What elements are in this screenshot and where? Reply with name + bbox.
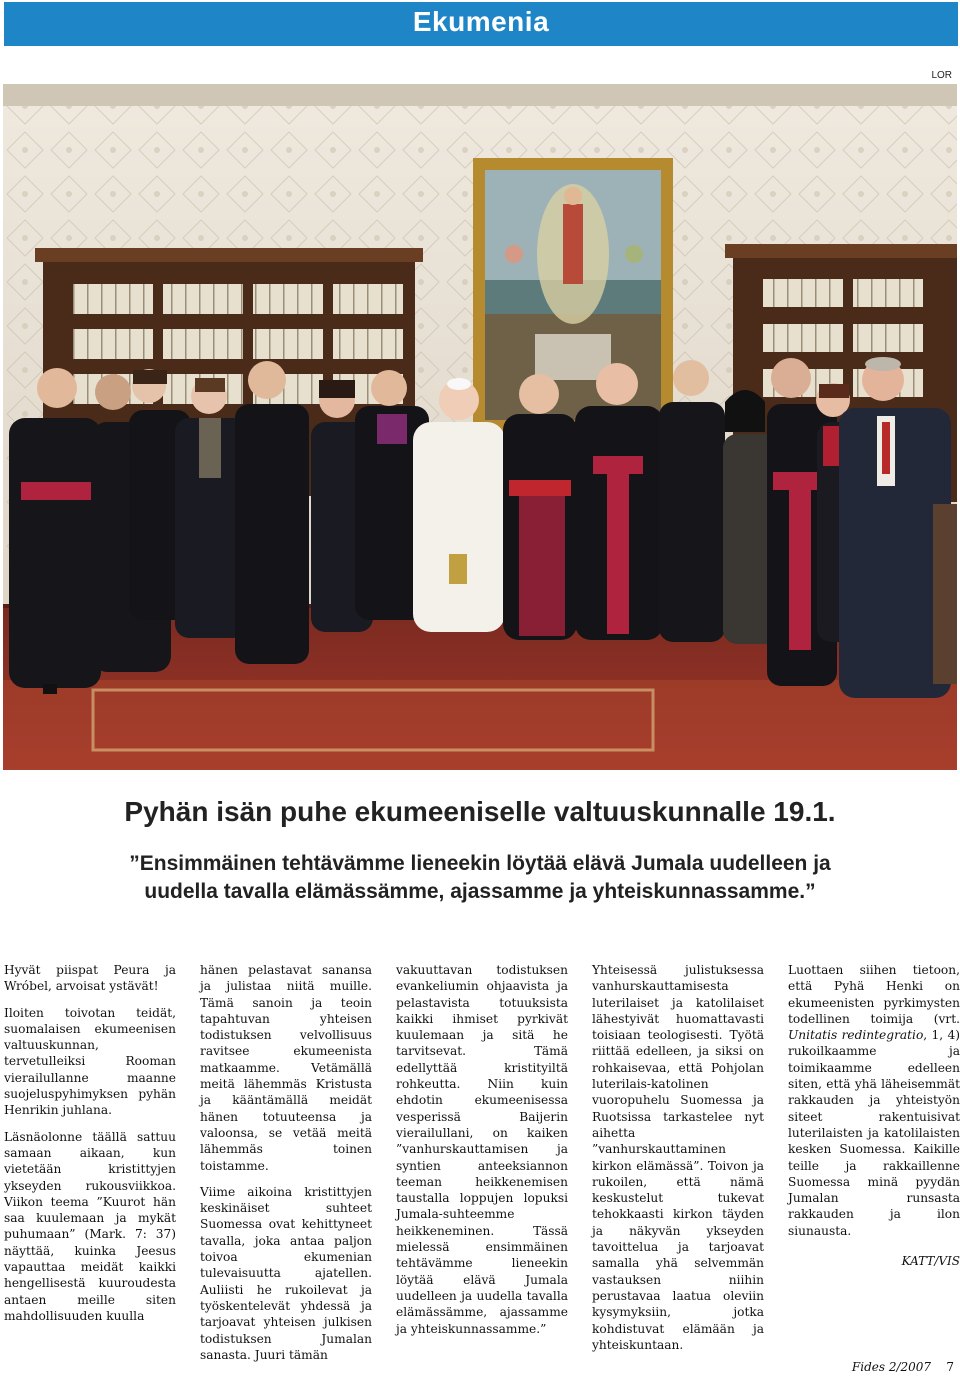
group-photo (3, 84, 957, 770)
article-column-3 (396, 962, 568, 1337)
paragraph: Yhteisessä julistuksessa vanhurskauttamisesta luterilaiset ja katolilaiset lähestyivät huomattavasti toisiaan teologisesti. Työtä riittää edelleen, ja siksi on rohkaisevaa, että Pohjolan luterilais-katolinen vuoropuhelu Suomessa ja Ruotsissa tarkastelee nyt aihetta ”vanhurskauttaminen kirkon elämässä”. Toivon ja rukoilen, että nämä keskustelut tukevat tehokkaasti kirkon täyden ja näkyvän ykseyden tavoittelua ja tarjoavat samalla yhä selvemmän vastauksen niihin perustavaa laatua oleviin kysymyksiin, jotka kohdistuvat elämään ja yhteiskuntaan. (592, 963, 764, 1352)
source-tag: LOR (931, 70, 952, 81)
article-lead-quote: ”Ensimmäinen tehtävämme lieneekin löytää elävä Jumala uudelleen ja uudella tavalla elämässämme, ajassamme ja yhteiskunnassamme.” (129, 852, 831, 903)
paragraph: Iloiten toivotan teidät, suomalaisen ekumeenisen valtuuskunnan, tervetulleiksi Rooman vierailullanne maanne suojeluspyhimyksen pyhän Henrikin juhlana. (4, 1005, 176, 1118)
page-number-separator (935, 1360, 943, 1374)
paragraph-text: Luottaen siihen tietoon, että Pyhä Henki on ekumeenisten pyrkimysten todellinen toimija (vrt. (788, 963, 960, 1026)
paragraph: Läsnäolonne täällä sattuu samaan aikaan, kun vietetään kristittyjen ykseyden rukousviikkoa. Viikon teema ”Kuurot hän saa kuulemaan ja mykät puhumaan” (Mark. 7: 37) näyttää, kuinka Jeesus vapauttaa meidät kaikki hengellisestä kuuroudesta antaen meille siten mahdollisuuden kuulla (4, 1129, 176, 1323)
paragraph: Viime aikoina kristittyjen keskinäiset suhteet Suomessa ovat kehittyneet tavalla, joka antaa paljon toivoa ekumenian tulevaisuutta ajatellen. Auliisti he rukoilevat ja työskentelevät yhdessä ja tarjoavat yhteisen julkisen todistuksen Jumalan sanasta. Juuri tämän (200, 1184, 372, 1362)
paragraph (788, 962, 960, 1239)
page-number: 7 (946, 1360, 954, 1374)
section-banner (4, 2, 958, 46)
author-signature: KATT/VIS (901, 1254, 960, 1269)
document-title-reference: Unitatis redintegratio (788, 1028, 924, 1043)
paragraph: hänen pelastavat sanansa ja julistaa niitä muille. Tämä sanoin ja teoin tapahtuvan yhteisen todistuksen velvollisuus ravitsee ekumeenista matkaamme. Vetämällä meitä lähemmäs Kristusta ja kääntämällä meidät hänen totuuteensa ja valoonsa, se vetää meitä lähemmäs toinen toistamme. (200, 963, 372, 1173)
article-column-4 (592, 962, 764, 1353)
paragraph: Hyvät piispat Peura ja Wróbel, arvoisat ystävät! (4, 963, 176, 994)
paragraph-text: , 1, 4) rukoilkaamme ja toimikaamme edelleen siten, että yhä läheisemmät rakkauden ja yhteistyön siteet rakentuisivat luterilaisten ja katolilaisten kesken Suomessa. Kaikille teille ja rakkaillenne Suomessa minä pyydän Jumalan runsasta rakkauden ja ilon siunausta. (788, 1028, 960, 1238)
section-title: Ekumenia (412, 6, 550, 37)
paragraph: vakuuttavan todistuksen evankeliumin ohjaavista ja pelastavista totuuksista kaikki ihmiset pyrkivät kuulemaan ja sitä he tarvitsevat. Tämä edellyttää kristityiltä rohkeutta. Niin kuin ehdotin ekumeenisessa vesperissä Baijerin vierailullani, on kaiken ”vanhurskauttamisen ja syntien anteeksiannon teeman heikkenemisen taustalla loppujen lopuksi Jumala-suhteemme heikkeneminen. Tässä mielessä ensimmäinen tehtävämme lieneekin löytää elävä Jumala uudelleen ja uudella tavalla elämässämme, ajassamme ja yhteiskunnassamme.” (396, 963, 568, 1336)
magazine-issue: Fides 2/2007 (851, 1360, 932, 1374)
article-column-5 (788, 962, 960, 1269)
page-footer (852, 1360, 954, 1374)
resurrection-painting (473, 158, 673, 432)
article-column-2 (200, 962, 372, 1363)
article-headline: Pyhän isän puhe ekumeeniselle valtuuskunnalle 19.1. (124, 796, 836, 827)
article-column-1 (4, 962, 176, 1324)
